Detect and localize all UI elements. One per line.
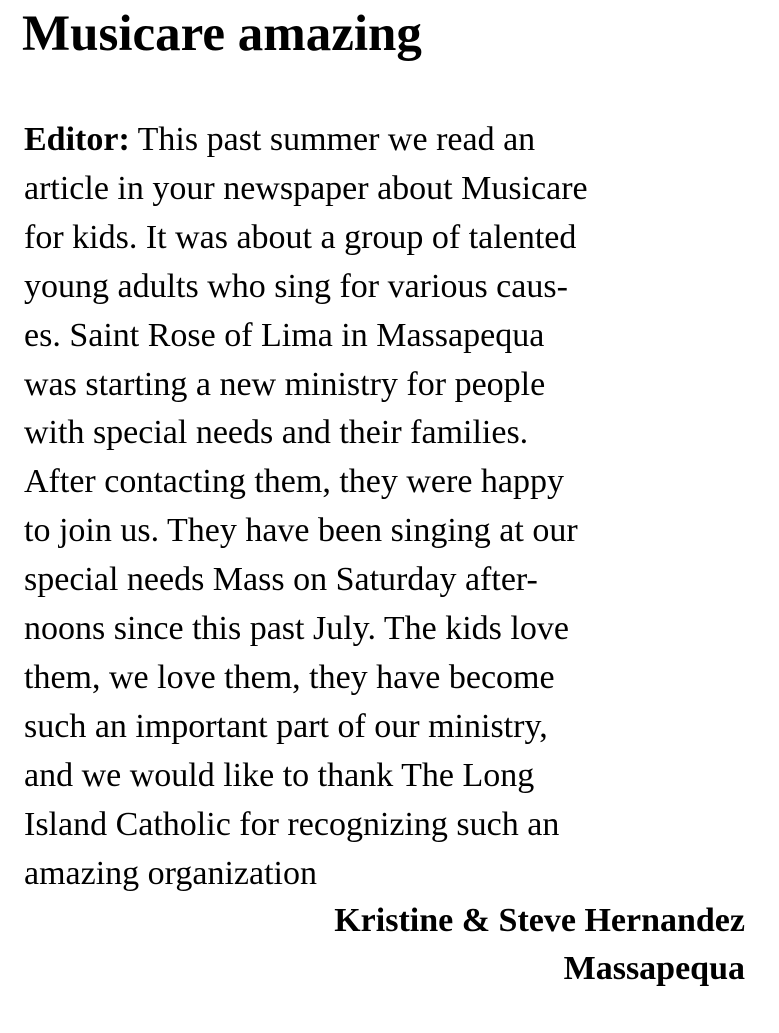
letter-body (24, 116, 764, 899)
signature-block (334, 897, 745, 993)
signature-name: Kristine & Steve Hernandez (334, 902, 745, 939)
letter-line: young adults who sing for various caus- (24, 267, 568, 305)
editor-label: Editor: (24, 121, 130, 158)
letter-line: After contacting them, they were happy (24, 463, 565, 501)
letter-line: noons since this past July. The kids love (24, 610, 569, 648)
letter-line (24, 116, 764, 165)
headline: Musicare amazing (22, 6, 422, 62)
letter-line: for kids. It was about a group of talented (24, 218, 577, 256)
letter-line: article in your newspaper about Musicare (24, 169, 588, 207)
letter-line: was starting a new ministry for people (24, 365, 546, 403)
letter-line: them, we love them, they have become (24, 658, 555, 696)
letter-line: to join us. They have been singing at our (24, 512, 578, 550)
letter-line: with special needs and their families. (24, 414, 529, 452)
letter-line: special needs Mass on Saturday after- (24, 561, 538, 599)
signature-location: Massapequa (563, 950, 745, 987)
letter-line: es. Saint Rose of Lima in Massapequa (24, 316, 545, 354)
letter-line-text: This past summer we read an (129, 121, 536, 158)
letter-line: such an important part of our ministry, (24, 707, 548, 745)
letter-line: amazing organization (24, 854, 317, 892)
letter-line: and we would like to thank The Long (24, 756, 535, 794)
letter-line: Island Catholic for recognizing such an (24, 805, 560, 843)
